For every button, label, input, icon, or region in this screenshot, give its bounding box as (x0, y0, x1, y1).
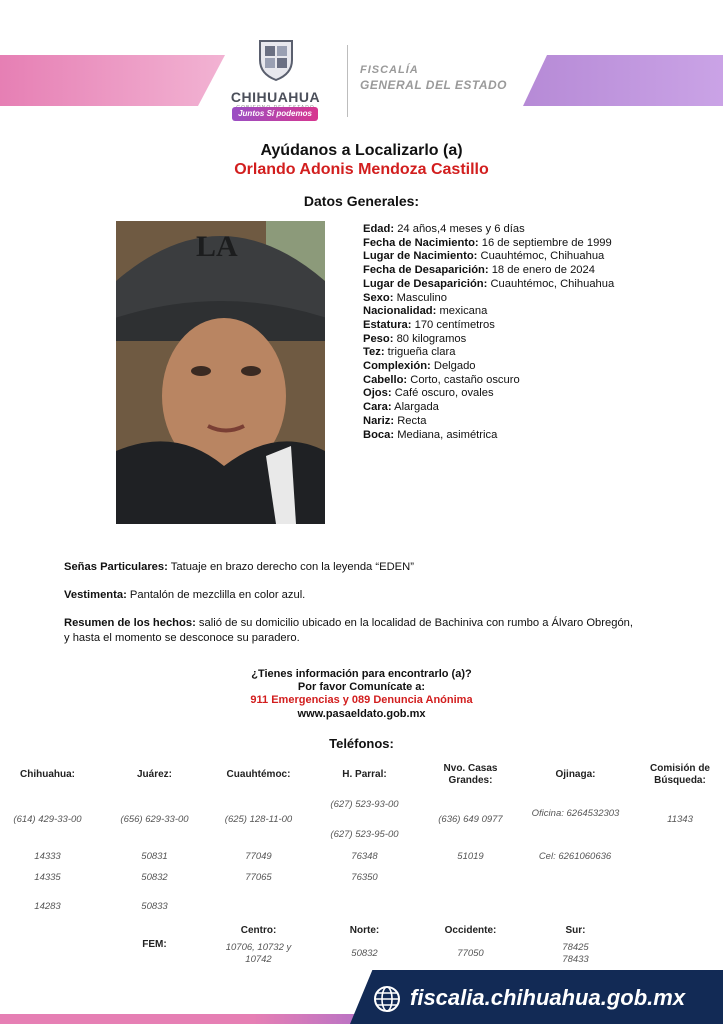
info-value: Cuauhtémoc, Chihuahua (480, 250, 605, 263)
slogan-b: Sí podemos (266, 109, 312, 118)
info-value: Alargada (394, 401, 439, 414)
vestimenta-value: Pantalón de mezclilla en color azul. (129, 589, 306, 601)
fem-norte-ext: 50832 (351, 948, 378, 959)
slogan-a: Juntos (238, 109, 265, 118)
fem-norte-header: Norte: (349, 925, 380, 936)
info-row (363, 374, 614, 388)
person-photo (116, 221, 325, 524)
info-value: Corto, castaño oscuro (410, 373, 520, 386)
info-row (363, 415, 614, 429)
fem-sur-header: Sur: (565, 925, 586, 936)
fem-sur-ext-2: 78433 (562, 954, 589, 965)
chihuahua-logo (228, 38, 323, 111)
website-link[interactable]: www.pasaeldato.gob.mx (297, 708, 426, 720)
header-pink-band (0, 55, 225, 106)
info-value: Recta (397, 414, 427, 427)
info-value: 18 de enero de 2024 (491, 264, 595, 277)
col-header-ojinaga: Ojinaga: (555, 769, 596, 780)
info-row (363, 429, 614, 443)
info-label: Peso: (363, 332, 394, 345)
info-row (363, 305, 614, 319)
senas-value: Tatuaje en brazo derecho con la leyenda “EDEN” (170, 561, 414, 573)
col-header-cuauhtemoc: Cuauhtémoc: (226, 769, 291, 780)
info-value: trigueña clara (387, 346, 456, 359)
ext-cuauhtemoc-1: 77049 (245, 851, 272, 862)
ext-parral-1: 76348 (351, 851, 378, 862)
phone-parral-1[interactable]: (627) 523-93-00 (330, 799, 399, 810)
info-label: Fecha de Nacimiento: (363, 236, 479, 249)
info-row (363, 264, 614, 278)
info-label: Nacionalidad: (363, 305, 437, 318)
info-row (363, 250, 614, 264)
col-header-parral: H. Parral: (342, 769, 387, 780)
info-row (363, 237, 614, 251)
info-label: Complexión: (363, 360, 431, 373)
ext-juarez-3: 50833 (141, 901, 168, 912)
info-value: Mediana, asimétrica (397, 428, 498, 441)
info-label: Boca: (363, 428, 395, 441)
header-purple-band (523, 55, 723, 106)
fem-sur-ext-1: 78425 (562, 942, 589, 953)
phone-juarez[interactable]: (656) 629-33-00 (120, 814, 189, 825)
info-value: Cuauhtémoc, Chihuahua (490, 277, 615, 290)
info-label: Estatura: (363, 318, 412, 331)
senas-label: Señas Particulares: (64, 561, 168, 573)
info-row (363, 292, 614, 306)
info-label: Cara: (363, 401, 392, 414)
vestimenta-label: Vestimenta: (64, 589, 127, 601)
ext-chihuahua-1: 14333 (34, 851, 61, 862)
phone-ojinaga-oficina[interactable]: Oficina: 6264532303 (531, 808, 620, 819)
col-header-chihuahua: Chihuahua: (20, 769, 75, 780)
info-label: Fecha de Desaparición: (363, 264, 489, 277)
info-label: Sexo: (363, 291, 394, 304)
info-value: Café oscuro, ovales (394, 387, 494, 400)
col-header-nvo-casas-grandes: Nvo. Casas Grandes: (443, 763, 498, 786)
info-row (363, 346, 614, 360)
ext-parral-2: 76350 (351, 872, 378, 883)
ext-juarez-1: 50831 (141, 851, 168, 862)
org-name (360, 64, 507, 92)
ext-juarez-2: 50832 (141, 872, 168, 883)
info-row (363, 333, 614, 347)
fem-label: FEM: (142, 939, 167, 950)
fem-centro-header: Centro: (240, 925, 277, 936)
info-row (363, 278, 614, 292)
portrait-image (116, 221, 325, 524)
resumen-hechos (64, 616, 634, 646)
info-label: Edad: (363, 223, 395, 235)
info-value: mexicana (439, 305, 488, 318)
telefonos-heading: Teléfonos: (329, 736, 394, 751)
footer-url[interactable]: fiscalia.chihuahua.gob.mx (410, 985, 686, 1010)
info-value: Masculino (396, 291, 447, 304)
info-row (363, 223, 614, 237)
page-title: Ayúdanos a Localizarlo (a) (260, 142, 463, 159)
coat-of-arms-icon (257, 38, 295, 82)
phone-cuauhtemoc[interactable]: (625) 128-11-00 (224, 814, 293, 825)
senas-particulares (64, 560, 664, 575)
person-name: Orlando Adonis Mendoza Castillo (234, 161, 489, 178)
info-row (363, 360, 614, 374)
logo-name: CHIHUAHUA (230, 89, 321, 105)
info-label: Lugar de Nacimiento: (363, 250, 478, 263)
datos-heading: Datos Generales: (303, 193, 420, 209)
phone-nvo-casas-grandes[interactable]: (636) 649 0977 (438, 814, 503, 825)
ext-chihuahua-3: 14283 (34, 901, 61, 912)
phone-chihuahua[interactable]: (614) 429-33-00 (13, 814, 82, 825)
info-label: Cabello: (363, 373, 408, 386)
info-label: Ojos: (363, 387, 392, 400)
globe-icon (373, 985, 401, 1013)
fem-centro-ext: 10706, 10732 y 10742 (225, 942, 292, 965)
info-value: 16 de septiembre de 1999 (481, 236, 612, 249)
col-header-juarez: Juárez: (136, 769, 172, 780)
info-value: 80 kilogramos (396, 332, 467, 345)
phone-ojinaga-cel[interactable]: Cel: 6261060636 (538, 851, 612, 862)
info-value: 170 centímetros (414, 318, 495, 331)
info-value: 24 años,4 meses y 6 días (397, 223, 525, 235)
info-row (363, 387, 614, 401)
contact-question: ¿Tienes información para encontrarlo (a)? (251, 668, 472, 680)
org-line-2: GENERAL DEL ESTADO (360, 78, 508, 92)
contact-cta: Por favor Comunícate a: (297, 681, 426, 693)
ext-comision: 11343 (667, 814, 693, 825)
ext-cuauhtemoc-2: 77065 (245, 872, 272, 883)
header-divider (347, 45, 348, 117)
info-label: Lugar de Desaparición: (363, 277, 488, 290)
vestimenta (64, 588, 664, 603)
info-label: Nariz: (363, 414, 395, 427)
resumen-value: salió de su domicilio ubicado en la localidad de Bachiniva con rumbo a Álvaro Obregón, y hasta el momento se desconoce su paradero. (64, 617, 634, 644)
slogan-badge (232, 107, 318, 121)
emergency-numbers: 911 Emergencias y 089 Denuncia Anónima (250, 694, 473, 706)
svg-text:LA: LA (196, 230, 238, 263)
info-row (363, 319, 614, 333)
info-label: Tez: (363, 346, 385, 359)
general-info-list (363, 223, 614, 442)
info-row (363, 401, 614, 415)
info-value: Delgado (433, 360, 476, 373)
org-line-1: FISCALÍA (360, 64, 419, 76)
fem-occidente-header: Occidente: (444, 925, 497, 936)
col-header-comision: Comisión de Búsqueda: (649, 763, 710, 786)
ext-nvo-casas-grandes: 51019 (457, 851, 484, 862)
fem-occidente-ext: 77050 (457, 948, 484, 959)
ext-chihuahua-2: 14335 (34, 872, 61, 883)
resumen-label: Resumen de los hechos: (64, 617, 196, 629)
phone-parral-2[interactable]: (627) 523-95-00 (330, 829, 399, 840)
